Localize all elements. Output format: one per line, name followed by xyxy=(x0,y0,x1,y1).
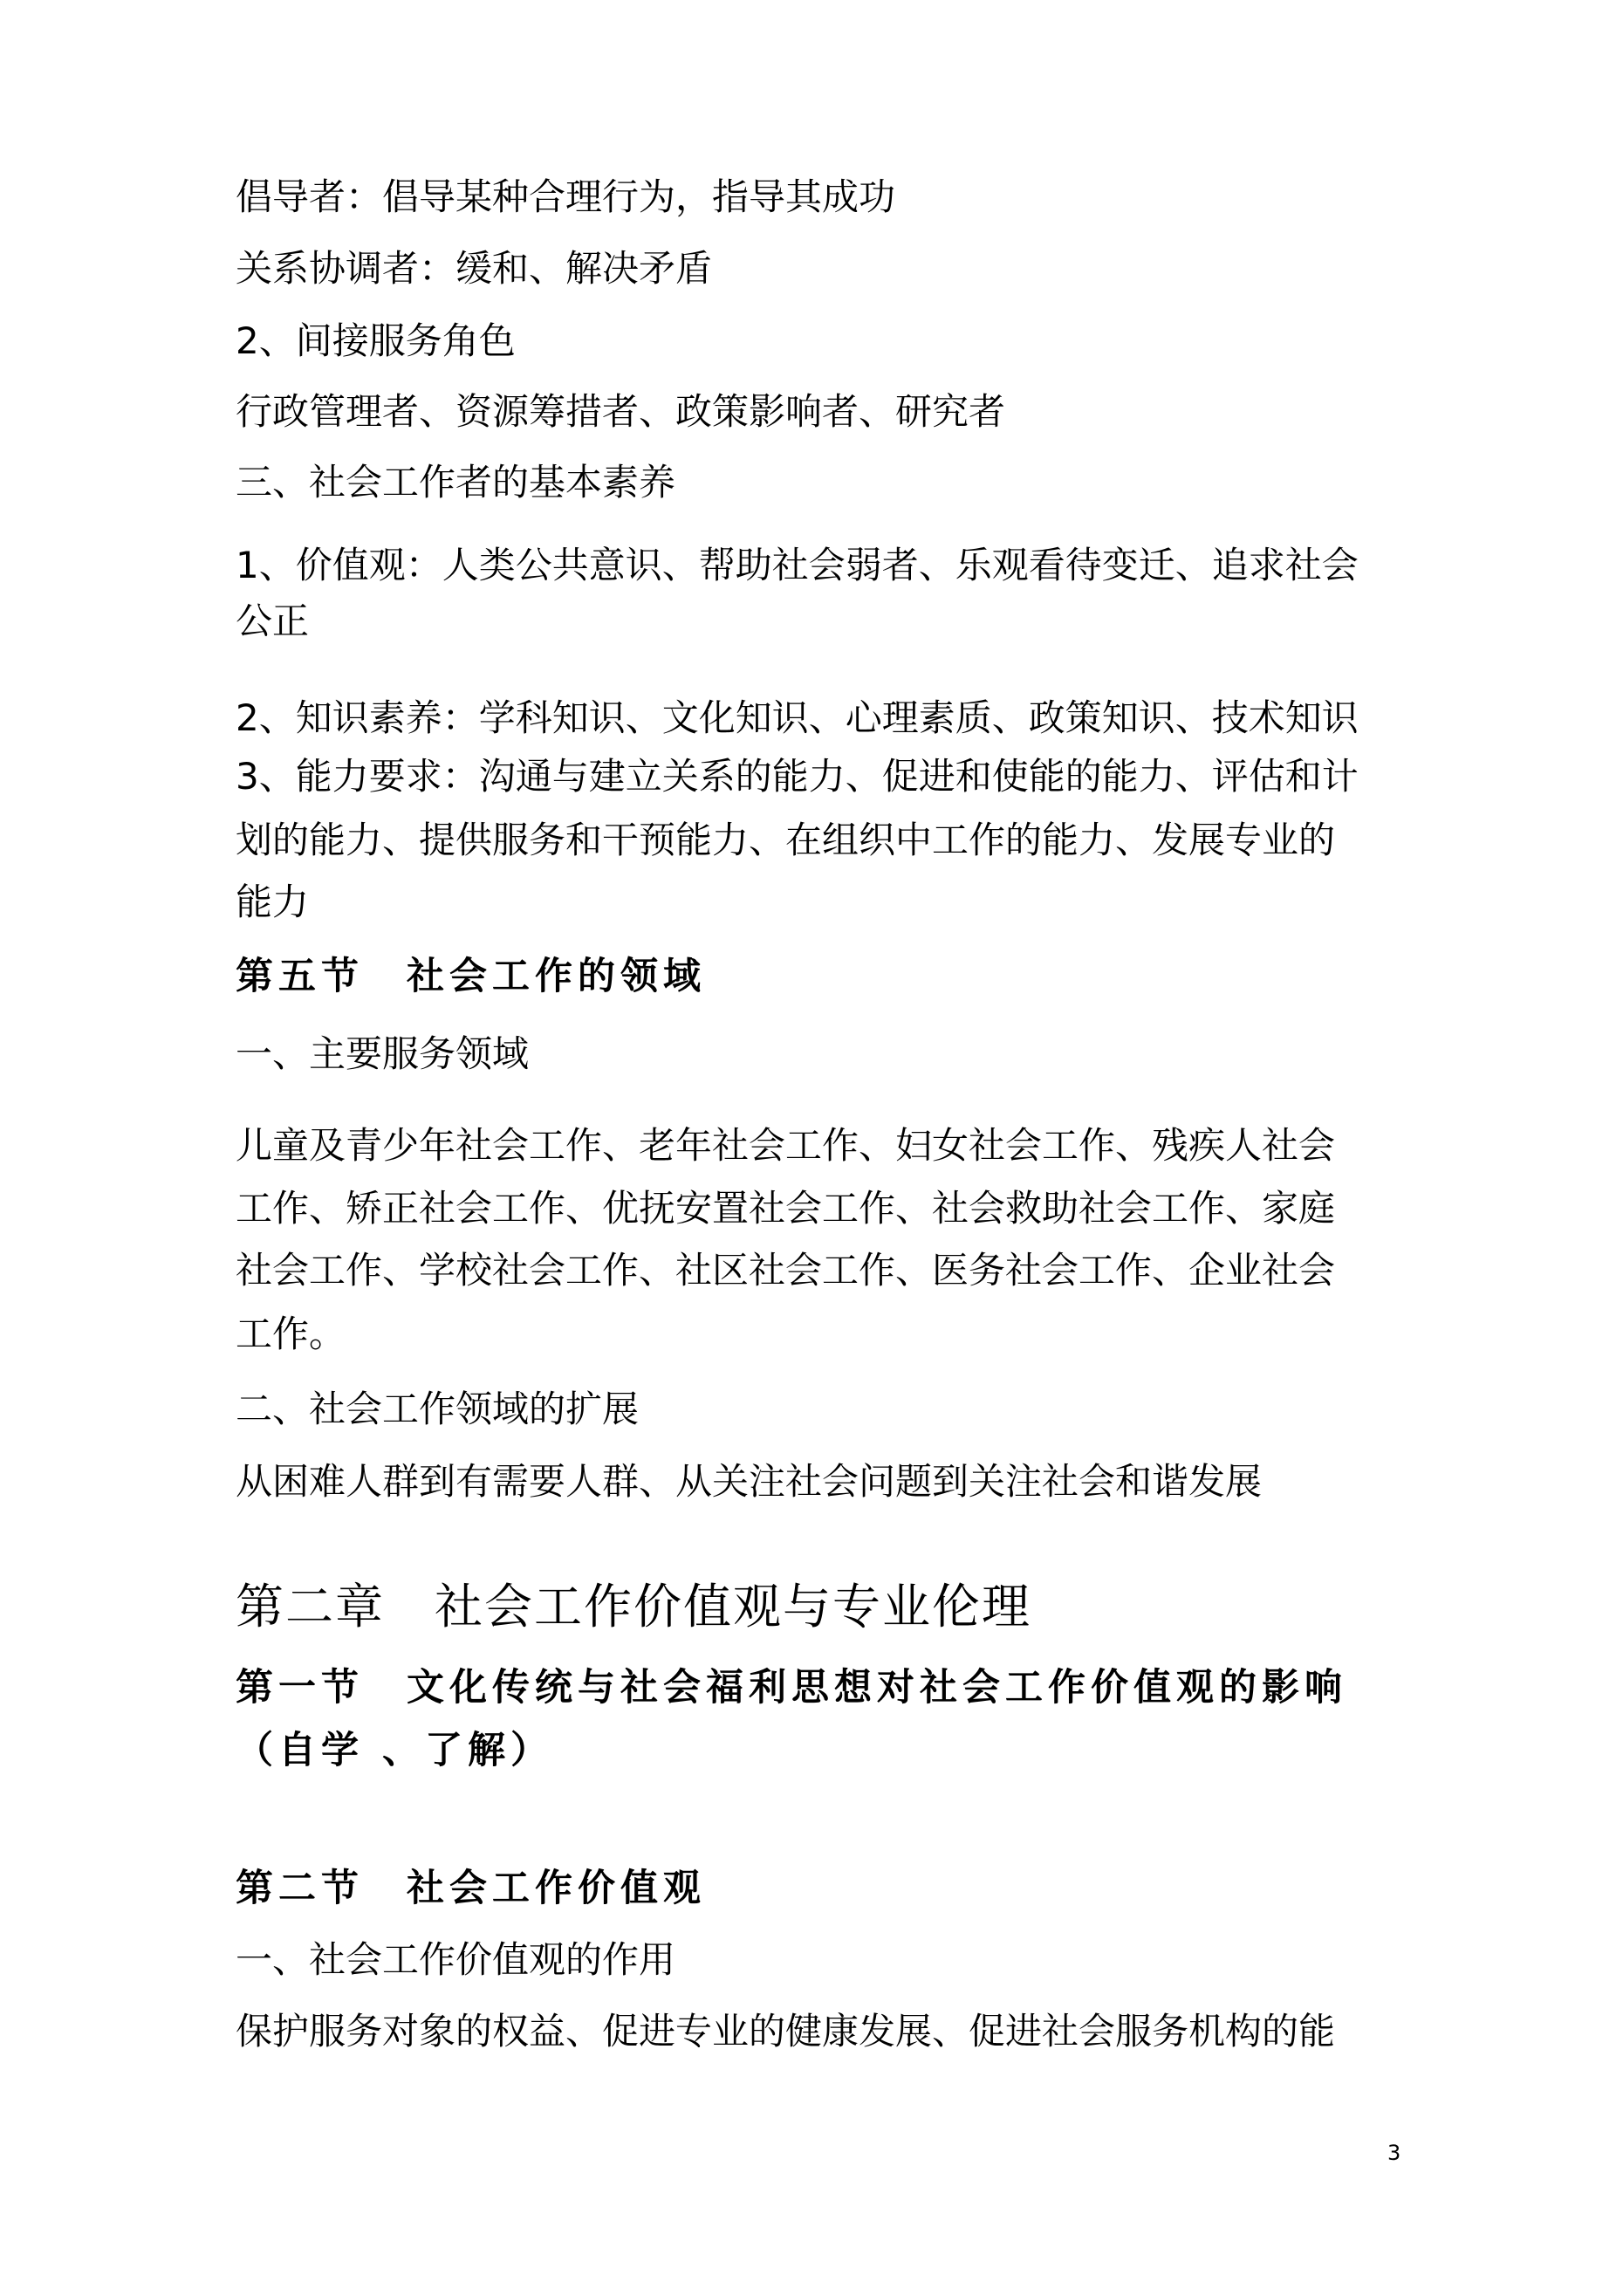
text-line: 划的能力、提供服务和干预能力、在组织中工作的能力、发展专业的 xyxy=(236,819,1336,861)
page-number: 3 xyxy=(1387,2141,1401,2165)
text-line: 工作。 xyxy=(236,1312,346,1355)
text-line: 2、知识素养：学科知识、文化知识、心理素质、政策知识、技术知识 xyxy=(236,696,1359,739)
text-line: 从困难人群到有需要人群、从关注社会问题到关注社会和谐发展 xyxy=(236,1460,1263,1503)
section-subheading: 三、社会工作者的基本素养 xyxy=(236,461,676,504)
text-line: 儿童及青少年社会工作、老年社会工作、妇女社会工作、残疾人社会 xyxy=(236,1124,1336,1167)
text-line: 关系协调者：缓和、解决矛盾 xyxy=(236,247,713,290)
text-line: 3、能力要求：沟通与建立关系的能力、促进和使能的能力、评估和计 xyxy=(236,755,1359,798)
section-heading: 第一节 文化传统与社会福利思想对社会工作价值观的影响 xyxy=(236,1666,1347,1710)
section-heading: 第二节 社会工作价值观 xyxy=(236,1867,706,1910)
text-line: 社会工作、学校社会工作、社区社会工作、医务社会工作、企业社会 xyxy=(236,1249,1336,1292)
section-subheading: 一、主要服务领域 xyxy=(236,1032,530,1075)
text-line: 行政管理者、资源筹措者、政策影响者、研究者 xyxy=(236,390,1006,433)
text-line: 2、间接服务角色 xyxy=(236,319,516,362)
text-line: 倡导者：倡导某种合理行为，指导其成功 xyxy=(236,175,896,218)
section-heading: 第五节 社会工作的领域 xyxy=(236,955,706,998)
section-subheading: 二、社会工作领域的扩展 xyxy=(236,1388,640,1430)
text-line: 能力 xyxy=(236,881,310,923)
text-line: 工作、矫正社会工作、优抚安置社会工作、社会救助社会工作、家庭 xyxy=(236,1187,1336,1230)
text-line: 保护服务对象的权益、促进专业的健康发展、促进社会服务机构的能 xyxy=(236,2010,1336,2053)
chapter-heading: 第二章 社会工作价值观与专业伦理 xyxy=(236,1579,1032,1635)
text-line: 公正 xyxy=(236,600,310,642)
text-line: 1、价值观：人类公共意识、帮助社会弱者、乐观看待变迁、追求社会 xyxy=(236,544,1359,586)
section-heading-note: （自学 、了解） xyxy=(236,1729,553,1772)
section-subheading: 一、社会工作价值观的作用 xyxy=(236,1938,676,1981)
